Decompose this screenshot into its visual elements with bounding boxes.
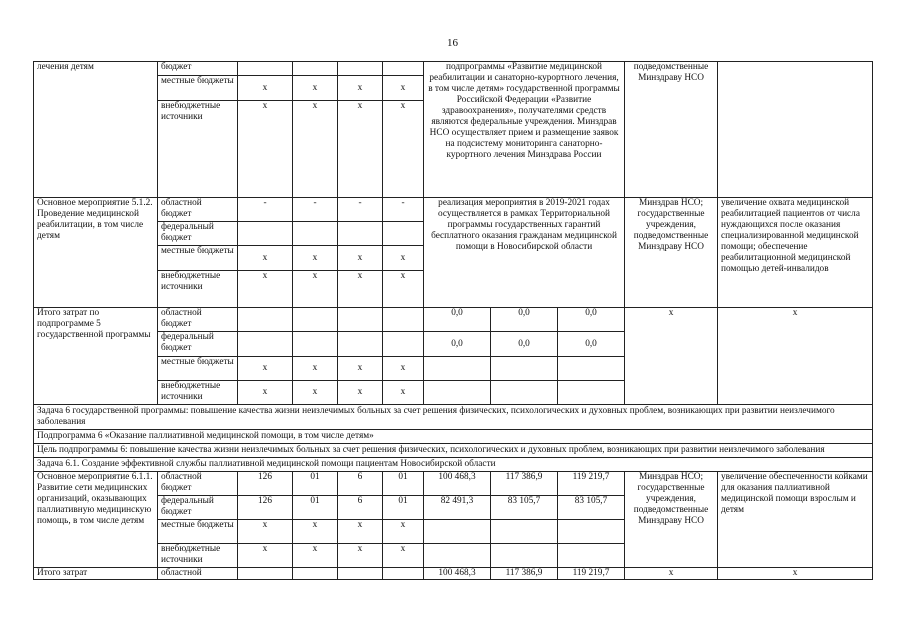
expected-result: увеличение обеспеченности койками для оказания паллиативной медицинской помощи взрослым и детям: [718, 472, 873, 568]
funding-source: внебюджетные источники: [158, 544, 238, 568]
value-cell: 82 491,3: [424, 496, 491, 520]
value-cell: [491, 520, 558, 544]
executor: Минздрав НСО; государственные учреждения, подведомственные Минздраву НСО: [625, 472, 718, 568]
value-cell: [491, 381, 558, 405]
code-cell: [293, 62, 338, 76]
code-cell: х: [338, 520, 383, 544]
code-cell: х: [383, 246, 424, 271]
code-cell: [338, 222, 383, 246]
code-cell: х: [383, 357, 424, 381]
value-cell: 119 219,7: [558, 568, 625, 580]
funding-source: федеральный бюджет: [158, 496, 238, 520]
code-cell: 01: [293, 496, 338, 520]
code-cell: [383, 568, 424, 580]
expected-result: х: [718, 568, 873, 580]
activity-description: подпрограммы «Развитие медицинской реабилитации и санаторно-курортного лечения, в том числе детям» государственной программы Российской Федерации «Развитие здравоохранения», получателями средств являются федеральные учреждения. Минздрав НСО осуществляет прием и размещение заявок на подсистему мониторинга санаторно-курортного лечения Минздрава России: [424, 62, 625, 198]
value-cell: 0,0: [558, 332, 625, 357]
value-cell: [491, 357, 558, 381]
table-row: [34, 458, 873, 472]
page-number: 16: [447, 37, 458, 49]
value-cell: [424, 520, 491, 544]
code-cell: х: [383, 381, 424, 405]
value-cell: 119 219,7: [558, 472, 625, 496]
table-row: [34, 308, 873, 332]
code-cell: [383, 308, 424, 332]
code-cell: -: [238, 198, 293, 222]
activity-name: Основное мероприятие 6.1.1. Развитие сети медицинских организаций, оказывающих паллиативную медицинскую помощь, в том числе детям: [34, 472, 158, 568]
code-cell: [383, 222, 424, 246]
task-heading: Задача 6.1. Создание эффективной службы паллиативной медицинской помощи пациентам Новосибирской области: [34, 458, 873, 472]
code-cell: х: [383, 271, 424, 308]
code-cell: х: [238, 101, 293, 198]
code-cell: х: [383, 101, 424, 198]
activity-name: Итого затрат: [34, 568, 158, 580]
value-cell: [558, 357, 625, 381]
table-row: [34, 198, 873, 222]
code-cell: [338, 332, 383, 357]
code-cell: х: [338, 246, 383, 271]
code-cell: х: [238, 357, 293, 381]
funding-source: внебюджетные источники: [158, 101, 238, 198]
code-cell: [238, 222, 293, 246]
code-cell: х: [293, 381, 338, 405]
code-cell: [238, 332, 293, 357]
activity-name: Основное мероприятие 5.1.2. Проведение медицинской реабилитации, в том числе детям: [34, 198, 158, 308]
funding-source: внебюджетные источники: [158, 271, 238, 308]
funding-source: внебюджетные источники: [158, 381, 238, 405]
funding-source: местные бюджеты: [158, 76, 238, 101]
code-cell: х: [383, 76, 424, 101]
code-cell: х: [238, 520, 293, 544]
subprogram-heading: Подпрограмма 6 «Оказание паллиативной медицинской помощи, в том числе детям»: [34, 430, 873, 444]
code-cell: -: [383, 198, 424, 222]
code-cell: -: [293, 198, 338, 222]
table-row: [34, 444, 873, 458]
executor: подведомственные Минздраву НСО: [625, 62, 718, 198]
funding-source: областной: [158, 568, 238, 580]
value-cell: [424, 544, 491, 568]
code-cell: х: [293, 101, 338, 198]
value-cell: 0,0: [424, 308, 491, 332]
funding-source: местные бюджеты: [158, 246, 238, 271]
expected-result: увеличение охвата медицинской реабилитацией пациентов от числа нуждающихся после оказания специализированной медицинской помощи; обеспечение реабилитационной медицинской помощью детей-инвалидов: [718, 198, 873, 308]
code-cell: -: [338, 198, 383, 222]
code-cell: х: [238, 271, 293, 308]
activity-name: Итого затрат по подпрограмме 5 государственной программы: [34, 308, 158, 405]
value-cell: [424, 381, 491, 405]
program-table: [33, 61, 873, 580]
code-cell: х: [293, 271, 338, 308]
code-cell: х: [238, 544, 293, 568]
code-cell: х: [338, 381, 383, 405]
code-cell: х: [338, 101, 383, 198]
executor: х: [625, 568, 718, 580]
code-cell: [293, 332, 338, 357]
code-cell: [238, 568, 293, 580]
value-cell: 117 386,9: [491, 472, 558, 496]
table-row: [34, 430, 873, 444]
value-cell: [558, 381, 625, 405]
code-cell: х: [383, 544, 424, 568]
code-cell: х: [338, 357, 383, 381]
activity-description: реализация мероприятия в 2019-2021 годах осуществляется в рамках Территориальной программы государственных гарантий бесплатного оказания гражданам медицинской помощи в Новосибирской области: [424, 198, 625, 308]
activity-name: лечения детям: [34, 62, 158, 198]
funding-source: областной бюджет: [158, 308, 238, 332]
code-cell: 01: [383, 496, 424, 520]
code-cell: [293, 568, 338, 580]
value-cell: [558, 520, 625, 544]
code-cell: [293, 222, 338, 246]
funding-source: областной бюджет: [158, 198, 238, 222]
goal-heading: Цель подпрограммы 6: повышение качества жизни неизлечимых больных за счет решения физических, психологических и духовных проблем, возникающих при развитии неизлечимого заболевания: [34, 444, 873, 458]
value-cell: 0,0: [491, 308, 558, 332]
executor: Минздрав НСО; государственные учреждения, подведомственные Минздраву НСО: [625, 198, 718, 308]
code-cell: [238, 62, 293, 76]
value-cell: 0,0: [558, 308, 625, 332]
code-cell: х: [338, 76, 383, 101]
code-cell: х: [293, 520, 338, 544]
funding-source: местные бюджеты: [158, 357, 238, 381]
code-cell: 126: [238, 496, 293, 520]
code-cell: х: [293, 76, 338, 101]
value-cell: 117 386,9: [491, 568, 558, 580]
table-row: [34, 568, 873, 580]
value-cell: 100 468,3: [424, 472, 491, 496]
value-cell: [491, 544, 558, 568]
value-cell: 83 105,7: [491, 496, 558, 520]
code-cell: х: [238, 381, 293, 405]
code-cell: 6: [338, 472, 383, 496]
funding-source: местные бюджеты: [158, 520, 238, 544]
task-heading: Задача 6 государственной программы: повышение качества жизни неизлечимых больных за счет решения физических, психологических и духовных проблем, возникающих при развитии неизлечимого заболевания: [34, 405, 873, 430]
executor: х: [625, 308, 718, 405]
table-row: [34, 405, 873, 430]
value-cell: [558, 544, 625, 568]
code-cell: [338, 308, 383, 332]
value-cell: 0,0: [491, 332, 558, 357]
funding-source: бюджет: [158, 62, 238, 76]
code-cell: 6: [338, 496, 383, 520]
funding-source: федеральный бюджет: [158, 222, 238, 246]
expected-result: х: [718, 308, 873, 405]
code-cell: х: [238, 246, 293, 271]
value-cell: 100 468,3: [424, 568, 491, 580]
code-cell: 01: [293, 472, 338, 496]
code-cell: х: [338, 271, 383, 308]
code-cell: х: [293, 544, 338, 568]
code-cell: х: [338, 544, 383, 568]
expected-result: [718, 62, 873, 198]
table-row: [34, 62, 873, 76]
code-cell: [293, 308, 338, 332]
value-cell: 83 105,7: [558, 496, 625, 520]
value-cell: [424, 357, 491, 381]
code-cell: [383, 62, 424, 76]
funding-source: федеральный бюджет: [158, 332, 238, 357]
code-cell: х: [293, 357, 338, 381]
code-cell: х: [293, 246, 338, 271]
code-cell: 126: [238, 472, 293, 496]
funding-source: областной бюджет: [158, 472, 238, 496]
code-cell: х: [383, 520, 424, 544]
value-cell: 0,0: [424, 332, 491, 357]
code-cell: [383, 332, 424, 357]
code-cell: [338, 568, 383, 580]
table-row: [34, 472, 873, 496]
code-cell: х: [238, 76, 293, 101]
code-cell: [338, 62, 383, 76]
code-cell: 01: [383, 472, 424, 496]
code-cell: [238, 308, 293, 332]
